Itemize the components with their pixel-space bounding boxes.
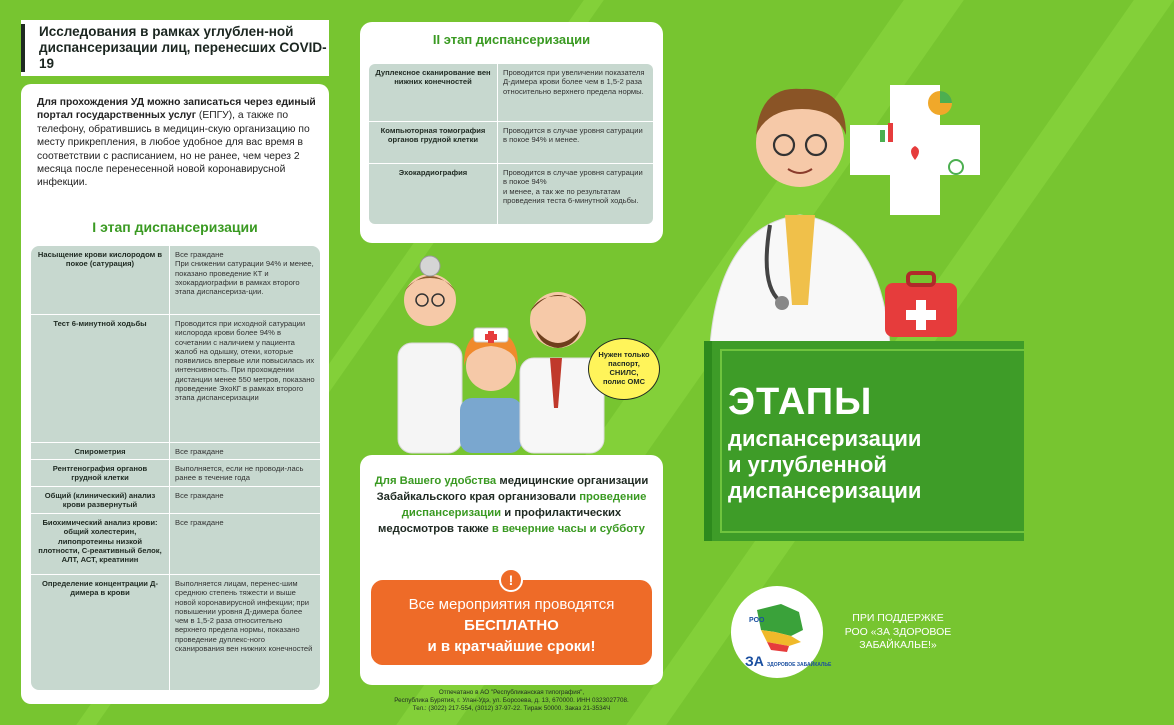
left-title: Исследования в рамках углублен-ной диспансеризации лиц, перенесших COVID-19 — [39, 24, 327, 71]
stage1-table — [31, 246, 320, 690]
intro-rest: (ЕПГУ), а также по телефону, обратившись в медицин-скую организацию по месту прикрепления, в любое удобное для вас время в соответствии с расписанием, но не ранее, чем через 2 месяца после перенесенной новой коронавирусной инфекции. — [37, 110, 310, 189]
left-title-box — [21, 20, 329, 76]
table-row — [31, 460, 320, 487]
info-plain: медицинские организации Забайкальского края организовали — [376, 475, 649, 503]
exam-name: Определение концентрации Д-димера в крови — [31, 575, 170, 690]
exam-note: Проводится при исходной сатурации кислорода крови более 94% в сочетании с наличием у пациента жалоб на одышку, отеки, которые появились впервые или повысилась их интенсивность. При прохождении дистанции менее 550 метров, показано проведение ЭхоКГ в рамках второго этапа диспансеризации — [175, 319, 315, 403]
speech-line: Нужен только — [598, 350, 650, 359]
title-bar-decoration — [21, 24, 25, 72]
info-panel — [360, 455, 663, 685]
table-row — [369, 122, 653, 164]
cover-subtitle: диспансеризации и углубленной диспансеризации — [728, 426, 922, 503]
exam-name: Компьюторная томография органов грудной клетки — [369, 122, 498, 163]
documents-speech-bubble — [588, 338, 660, 400]
table-row — [31, 443, 320, 460]
intro-bold: Для прохождения УД можно записаться через единый портал государственных услуг — [37, 97, 316, 122]
cover-title: ЭТАПЫ — [728, 381, 873, 423]
info-plain: и профилактических медосмотров также — [378, 507, 622, 535]
support-text: ПРИ ПОДДЕРЖКЕ РОО «ЗА ЗДОРОВОЕ ЗАБАЙКАЛЬЕ!» — [844, 612, 952, 651]
exam-name: Общий (клинический) анализ крови развернутый — [31, 487, 170, 513]
exam-note: Выполняется лицам, перенес-шим среднюю степень тяжести и выше новой коронавирусной инфекции; при повышении уровня Д-димера более чем в 1,5-2 раза относительно верхнего предела нормы, показано проведение дуплекс-ного сканирования вен нижних конечностей — [175, 579, 313, 654]
exam-note: Все граждане — [175, 447, 224, 456]
info-highlight: проведение диспансеризации — [401, 491, 647, 519]
exam-note: Проводится при увеличении показателя Д-димера крови более чем в 1,5-2 раза относительно верхнего предела нормы. — [503, 68, 645, 96]
table-row — [31, 246, 320, 315]
exam-note: Выполняется, если не проводи-лась ранее в течение года — [175, 464, 304, 483]
speech-line: полис ОМС — [602, 377, 646, 386]
logo-roo: РОО — [749, 617, 765, 624]
speech-line: паспорт, — [608, 359, 640, 368]
exam-name: Рентгенография органов грудной клетки — [31, 460, 170, 486]
intro-text — [37, 96, 319, 190]
logo-emblem-icon — [731, 586, 832, 678]
exclamation-icon: ! — [499, 568, 523, 592]
exam-note: Все граждане — [175, 518, 224, 527]
exam-name: Эхокардиография — [369, 164, 498, 224]
printing-info: Отпечатано в АО "Республиканская типография", Республика Бурятия, г. Улан-Удэ, ул. Борсоева, д. 13, 670000. ИНН 0323027708. Тел.: (3022) 217-554, (3012) 37-97-22. Тираж 50000. Заказ 21-3534Ч — [394, 689, 629, 712]
exam-note: Проводится в случае уровня сатурации в покое 94% и менее. — [503, 126, 643, 145]
table-row — [369, 64, 653, 122]
stage2-panel — [360, 22, 663, 243]
exam-name: Биохимический анализ крови: общий холестерин, липопротеины низкой плотности, С-реактивный белок, АЛТ, АСТ, креатинин — [31, 514, 170, 574]
table-row — [31, 514, 320, 575]
za-zdorovoe-logo — [731, 586, 832, 678]
stage2-table — [369, 64, 653, 224]
exam-note: Все граждане При снижении сатурации 94% и менее, показано проведение КТ и эхокардиографии в рамках второго этапа диспансериза-ции. — [175, 250, 314, 297]
info-highlight: в вечерние часы и субботу — [491, 523, 645, 535]
table-row — [31, 575, 320, 690]
table-row — [31, 315, 320, 443]
exam-name: Насыщение крови кислородом в покое (сатурация) — [31, 246, 170, 314]
table-row — [31, 487, 320, 514]
stage2-title: II этап диспансеризации — [432, 32, 591, 47]
logo-za: ЗА — [745, 653, 764, 669]
info-highlight: Для Вашего удобства — [374, 475, 497, 487]
free-alert-box — [371, 572, 652, 665]
logo-name: ЗДОРОВОЕ ЗАБАЙКАЛЬЕ — [767, 662, 832, 668]
left-panel — [21, 84, 329, 704]
exam-name: Тест 6-минутной ходьбы — [31, 315, 170, 442]
cover-title-box — [704, 341, 1024, 541]
alert-line: Все мероприятия проводятся — [408, 596, 615, 613]
exam-note: Проводится в случае уровня сатурации в покое 94% и менее, а так же по результатам проведения теста 6-минутной ходьбы. — [503, 168, 643, 205]
exam-name: Дуплексное сканирование вен нижних конечностей — [369, 64, 498, 121]
info-text — [370, 473, 653, 537]
alert-free: БЕСПЛАТНО — [464, 617, 559, 634]
exam-name: Спирометрия — [31, 443, 170, 459]
doctor-illustration — [690, 65, 1000, 345]
exam-note: Все граждане — [175, 491, 224, 500]
alert-line: и в кратчайшие сроки! — [427, 638, 596, 655]
table-row — [369, 164, 653, 224]
speech-line: СНИЛС, — [609, 368, 639, 377]
stage1-title: I этап диспансеризации — [92, 219, 258, 235]
